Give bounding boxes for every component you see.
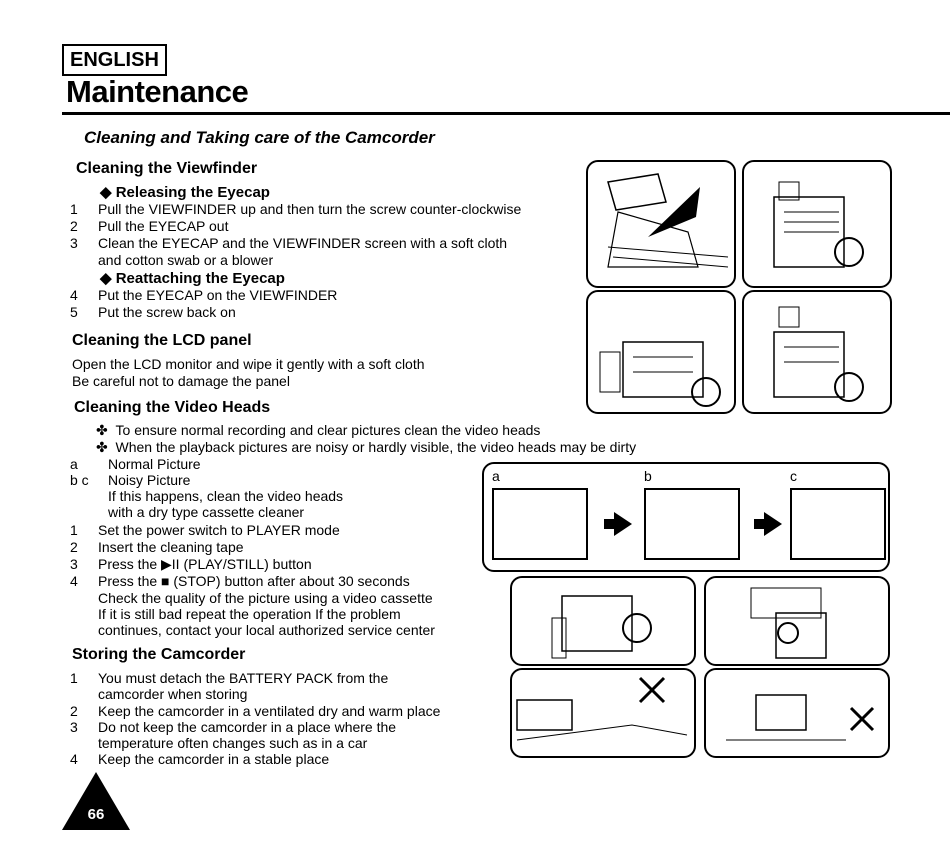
step-number: 4 xyxy=(70,573,78,589)
legend-text: Normal Picture xyxy=(108,456,201,472)
lcd-heading: Cleaning the LCD panel xyxy=(72,332,252,349)
bullet-text: To ensure normal recording and clear pictures clean the video heads xyxy=(115,422,541,438)
lcd-text: Be careful not to damage the panel xyxy=(72,373,290,389)
step-number: 3 xyxy=(70,719,78,735)
language-badge: ENGLISH xyxy=(62,44,167,76)
bullet-item xyxy=(96,439,636,456)
check-text: Check the quality of the picture using a video cassette xyxy=(98,590,433,606)
step-text: You must detach the BATTERY PACK from the xyxy=(98,670,389,686)
step-text: Keep the camcorder in a ventilated dry and warm place xyxy=(98,703,441,719)
picture-label: c xyxy=(790,468,797,484)
step-number: 4 xyxy=(70,287,78,303)
step-text: Put the EYECAP on the VIEWFINDER xyxy=(98,287,338,303)
step-number: 2 xyxy=(70,218,78,234)
legend-text: Noisy Picture xyxy=(108,472,191,488)
step-text: Keep the camcorder in a stable place xyxy=(98,751,330,767)
cassette-camcorder-illustration xyxy=(704,576,890,666)
step-number: 2 xyxy=(70,703,78,719)
page-number: 66 xyxy=(87,806,105,823)
legend-letter: b c xyxy=(70,472,89,488)
diamond-bullet-icon: ◆ xyxy=(100,184,112,201)
note-text: with a dry type cassette cleaner xyxy=(108,504,305,520)
step-text: Clean the EYECAP and the VIEWFINDER screen with a soft cloth xyxy=(98,235,508,251)
step-text: Insert the cleaning tape xyxy=(98,539,244,555)
picture-quality-comparison xyxy=(482,462,890,572)
eyecap-removal-illustration xyxy=(586,160,736,288)
step-text: Press the ▶II (PLAY/STILL) button xyxy=(98,556,312,572)
check-text: continues, contact your local authorized service center xyxy=(98,622,435,638)
camcorder-viewfinder-up-illustration xyxy=(742,160,892,288)
check-text: If it is still bad repeat the operation If the problem xyxy=(98,606,401,622)
lcd-cleaning-illustration xyxy=(586,290,736,414)
bullet-item xyxy=(96,422,540,439)
title-divider xyxy=(62,112,950,115)
bullet-text: When the playback pictures are noisy or hardly visible, the video heads may be dirty xyxy=(115,439,637,455)
step-number: 4 xyxy=(70,751,78,767)
picture-label: b xyxy=(644,468,652,484)
step-text: camcorder when storing xyxy=(98,686,248,702)
note-text: If this happens, clean the video heads xyxy=(108,488,344,504)
arrow-right-icon xyxy=(614,512,632,536)
release-eyecap-label: Releasing the Eyecap xyxy=(115,184,270,201)
legend-letter: a xyxy=(70,456,78,472)
clover-bullet-icon: ✤ xyxy=(96,439,108,455)
release-eyecap-heading xyxy=(100,183,270,201)
step-text: Pull the VIEWFINDER up and then turn the screw counter-clockwise xyxy=(98,201,522,217)
section-title: Cleaning and Taking care of the Camcorder xyxy=(84,128,435,147)
do-not-store-in-car-illustration xyxy=(510,668,696,758)
step-text: Do not keep the camcorder in a place where the xyxy=(98,719,397,735)
step-number: 3 xyxy=(70,556,78,572)
arrow-right-icon xyxy=(764,512,782,536)
step-number: 3 xyxy=(70,235,78,251)
step-text: and cotton swab or a blower xyxy=(98,252,274,268)
video-heads-heading: Cleaning the Video Heads xyxy=(74,399,271,416)
step-text: Pull the EYECAP out xyxy=(98,218,229,234)
step-text: Set the power switch to PLAYER mode xyxy=(98,522,340,538)
reattach-eyecap-heading xyxy=(100,269,285,287)
step-number: 1 xyxy=(70,522,78,538)
noisy-picture-screen xyxy=(644,488,740,560)
step-number: 1 xyxy=(70,201,78,217)
storing-heading: Storing the Camcorder xyxy=(72,646,246,663)
reattach-eyecap-label: Reattaching the Eyecap xyxy=(115,270,285,287)
clover-bullet-icon: ✤ xyxy=(96,422,108,438)
step-text: Put the screw back on xyxy=(98,304,236,320)
unstable-place-illustration xyxy=(704,668,890,758)
step-number: 2 xyxy=(70,539,78,555)
step-text: Press the ■ (STOP) button after about 30 seconds xyxy=(98,573,410,589)
normal-picture-screen xyxy=(492,488,588,560)
battery-detach-illustration xyxy=(510,576,696,666)
eyecap-reattach-illustration xyxy=(742,290,892,414)
lcd-text: Open the LCD monitor and wipe it gently with a soft cloth xyxy=(72,356,425,372)
page-title: Maintenance xyxy=(66,74,249,109)
picture-label: a xyxy=(492,468,500,484)
viewfinder-heading: Cleaning the Viewfinder xyxy=(76,160,258,177)
step-number: 5 xyxy=(70,304,78,320)
step-number: 1 xyxy=(70,670,78,686)
diamond-bullet-icon: ◆ xyxy=(100,270,112,287)
step-text: temperature often changes such as in a car xyxy=(98,735,368,751)
very-noisy-picture-screen xyxy=(790,488,886,560)
